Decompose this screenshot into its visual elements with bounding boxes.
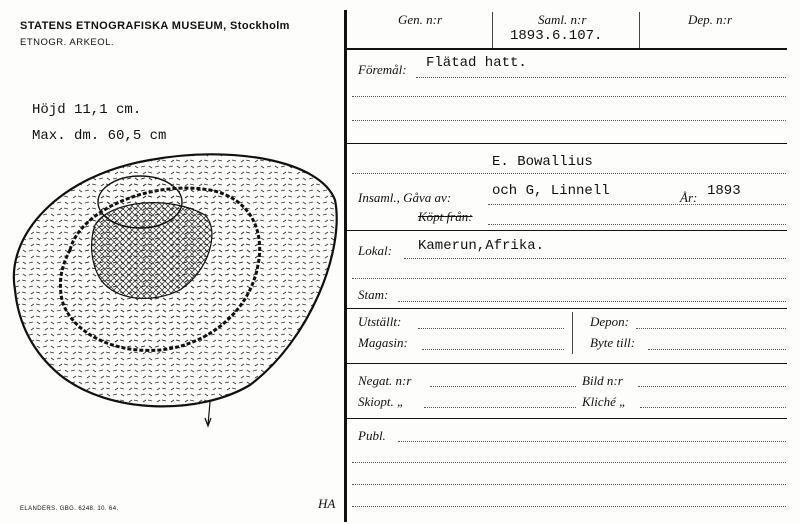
insaml-label: Insaml., Gåva av: xyxy=(358,190,452,205)
publ-label: Publ. xyxy=(358,428,386,443)
magasin-label: Magasin: xyxy=(358,335,408,350)
arrow-mark xyxy=(205,402,211,426)
hat-drawing xyxy=(0,140,345,430)
printer-mark: ELANDERS. GBG. 6248. 10. 64. xyxy=(20,506,119,512)
donor-line-1: E. Bowallius xyxy=(492,154,593,170)
lokal-label: Lokal: xyxy=(358,243,392,258)
bild-label: Bild n:r xyxy=(582,373,623,388)
museum-name: STATENS ETNOGRAFISKA MUSEUM, xyxy=(20,20,227,32)
height-measure: Höjd 11,1 cm. xyxy=(32,102,142,118)
museum-header xyxy=(20,20,290,32)
utstallt-label: Utställt: xyxy=(358,314,402,329)
saml-value: 1893.6.107. xyxy=(510,28,603,44)
lokal-rule xyxy=(347,308,787,309)
museum-city: Stockholm xyxy=(230,20,290,32)
department-label: ETNOGR. ARKEOL. xyxy=(20,37,115,48)
depon-label: Depon: xyxy=(590,314,629,329)
gen-label: Gen. n:r xyxy=(398,12,443,27)
stam-label: Stam: xyxy=(358,287,389,302)
byte-label: Byte till: xyxy=(590,335,636,350)
ar-label: År: xyxy=(680,190,698,205)
initials: HA xyxy=(318,496,336,511)
foremal-rule xyxy=(347,143,787,144)
donor-line-2: och G, Linnell xyxy=(492,183,610,199)
negat-rule xyxy=(347,418,787,419)
dep-label: Dep. n:r xyxy=(688,12,733,27)
lokal-value: Kamerun,Afrika. xyxy=(418,238,545,254)
utstallt-divider xyxy=(572,312,573,354)
header-divider-1 xyxy=(492,12,493,48)
ar-value: 1893 xyxy=(707,183,741,199)
diameter-measure: Max. dm. 60,5 cm xyxy=(32,128,167,144)
foremal-label: Föremål: xyxy=(358,62,407,77)
kop-label: Köpt från: xyxy=(418,209,473,224)
negat-label: Negat. n:r xyxy=(358,373,412,388)
foremal-value: Flätad hatt. xyxy=(426,55,527,71)
kliche-label: Kliché „ xyxy=(582,394,627,409)
card-left-border xyxy=(344,10,347,522)
header-rule xyxy=(347,48,787,50)
header-divider-2 xyxy=(639,12,640,48)
insaml-rule xyxy=(347,230,787,231)
saml-label: Saml. n:r xyxy=(538,12,587,27)
hat-knot xyxy=(98,176,182,228)
utstallt-rule xyxy=(347,363,787,364)
skiopt-label: Skiopt. „ xyxy=(358,394,405,409)
